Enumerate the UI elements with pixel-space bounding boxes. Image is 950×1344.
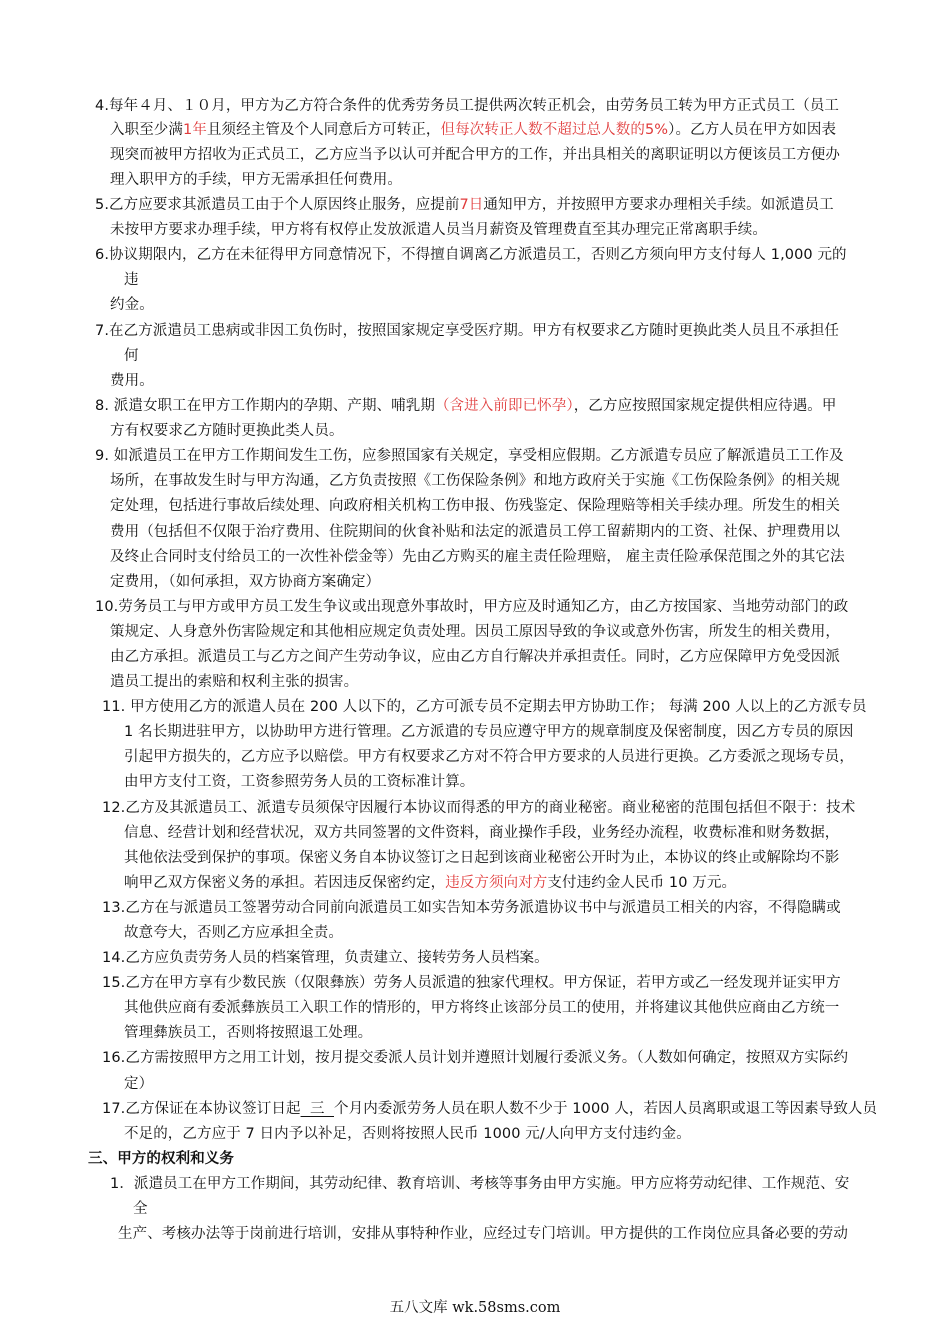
item-8-text: 8. 派遣女职工在甲方工作期内的孕期、产期、哺乳期 bbox=[95, 398, 435, 414]
section-3-heading: 三、甲方的权利和义务 bbox=[88, 1151, 234, 1167]
item-13-line-1: 13.乙方在与派遣员工签署劳动合同前向派遣员工如实告知本劳务派遣协议书中与派遣员工相关的内容，不得隐瞒或 bbox=[102, 900, 841, 916]
item-17-blank-months: 三 bbox=[300, 1101, 334, 1117]
item-11-line-1: 11. 甲方使用乙方的派遣人员在 200 人以下的，乙方可派专员不定期去甲方协助工作； 每满 200 人以上的乙方派专员 bbox=[102, 699, 867, 715]
item-12-line-2: 信息、经营计划和经营状况，双方共同签署的文件资料，商业操作手段，业务经办流程，收费标准和财务数据， bbox=[124, 825, 840, 841]
item-9-line-6: 定费用，（如何承担，双方协商方案确定） bbox=[110, 574, 381, 590]
section-3-line-3: 生产、考核办法等于岗前进行培训，安排从事特种作业，应经过专门培训。甲方提供的工作岗位应具备必要的劳动 bbox=[118, 1226, 848, 1242]
item-17-line-1 bbox=[102, 1098, 877, 1120]
item-13-line-2: 故意夸大，否则乙方应承担全责。 bbox=[124, 925, 343, 941]
item-5-text: 通知甲方，并按照甲方要求办理相关手续。如派遣员工 bbox=[483, 197, 834, 213]
item-5-text: 5.乙方应要求其派遣员工由于个人原因终止服务，应提前 bbox=[95, 197, 460, 213]
item-4-text: 入职至少满 bbox=[110, 122, 183, 138]
item-7-line-1: 7.在乙方派遣员工患病或非因工负伤时，按照国家规定享受医疗期。甲方有权要求乙方随时更换此类人员且不承担任 bbox=[95, 323, 840, 339]
item-9-line-5: 及终止合同时支付给员工的一次性补偿金等）先由乙方购买的雇主责任险理赔， 雇主责任险承保范围之外的其它法 bbox=[110, 549, 845, 565]
item-10-line-4: 遣员工提出的索赔和权利主张的损害。 bbox=[110, 674, 359, 690]
item-16-line-2: 定） bbox=[124, 1076, 154, 1092]
item-12-highlight: 违反方须向对方 bbox=[445, 875, 548, 891]
item-6-line-1: 6.协议期限内，乙方在未征得甲方同意情况下，不得擅自调离乙方派遣员工，否则乙方须向甲方支付每人 1,000 元的 bbox=[95, 247, 847, 263]
item-12-line-3: 其他依法受到保护的事项。保密义务自本协议签订之日起到该商业秘密公开时为止，本协议的终止或解除均不影 bbox=[124, 850, 840, 866]
item-5-highlight-days: 7日 bbox=[459, 197, 484, 213]
item-9-line-1: 9. 如派遣员工在甲方工作期间发生工伤，应参照国家有关规定，享受相应假期。乙方派遣专员应了解派遣员工工作及 bbox=[95, 448, 844, 464]
item-17-text: 17.乙方保证在本协议签订日起 bbox=[102, 1101, 301, 1117]
item-15-line-2: 其他供应商有委派彝族员工入职工作的情形的，甲方将终止该部分员工的使用，并将建议其他供应商由乙方统一 bbox=[124, 1000, 840, 1016]
item-9-line-2: 场所，在事故发生时与甲方沟通，乙方负责按照《工伤保险条例》和地方政府关于实施《工伤保险条例》的相关规 bbox=[110, 473, 840, 489]
item-17-text: 个月内委派劳务人员在职人数不少于 1000 人，若因人员离职或退工等因素导致人员 bbox=[334, 1101, 878, 1117]
item-7-line-2: 何 bbox=[124, 348, 139, 364]
item-10-line-1: 10.劳务员工与甲方或甲方员工发生争议或出现意外事故时，甲方应及时通知乙方，由乙方按国家、当地劳动部门的政 bbox=[95, 599, 849, 615]
item-15-line-3: 管理彝族员工，否则将按照退工处理。 bbox=[124, 1025, 373, 1041]
section-3-line-1: 1．派遣员工在甲方工作期间，其劳动纪律、教育培训、考核等事务由甲方实施。甲方应将劳动纪律、工作规范、安 bbox=[110, 1176, 850, 1192]
item-4-line-4: 理入职甲方的手续，甲方无需承担任何费用。 bbox=[110, 172, 402, 188]
item-4-highlight-years: 1年 bbox=[183, 122, 207, 138]
item-16-line-1: 16.乙方需按照甲方之用工计划，按月提交委派人员计划并遵照计划履行委派义务。（人数如何确定，按照双方实际约 bbox=[102, 1050, 849, 1066]
item-10-line-3: 由乙方承担。派遣员工与乙方之间产生劳动争议，应由乙方自行解决并承担责任。同时，乙方应保障甲方免受因派 bbox=[110, 649, 840, 665]
item-12-line-1: 12.乙方及其派遣员工、派遣专员须保守因履行本协议而得悉的甲方的商业秘密。商业秘密的范围包括但不限于：技术 bbox=[102, 800, 856, 816]
item-5-line-2: 未按甲方要求办理手续，甲方将有权停止发放派遣人员当月薪资及管理费直至其办理完正常离职手续。 bbox=[110, 222, 767, 238]
item-12-text: 响甲乙双方保密义务的承担。若因违反保密约定， bbox=[124, 875, 446, 891]
item-14-line-1: 14.乙方应负责劳务人员的档案管理，负责建立、接转劳务人员档案。 bbox=[102, 950, 549, 966]
item-4-text: ）。乙方人员在甲方如因表 bbox=[668, 122, 837, 138]
item-4-line-3: 现突而被甲方招收为正式员工，乙方应当予以认可并配合甲方的工作，并出具相关的离职证明以方便该员工方便办 bbox=[110, 147, 840, 163]
item-11-line-3: 引起甲方损失的，乙方应予以赔偿。甲方有权要求乙方对不符合甲方要求的人员进行更换。乙方委派之现场专员， bbox=[124, 749, 854, 765]
item-4-line-2 bbox=[110, 119, 836, 141]
footer-watermark: 五八文库 wk.58sms.com bbox=[389, 1300, 561, 1316]
item-17-line-2: 不足的，乙方应于 7 日内予以补足，否则将按照人民币 1000 元/人向甲方支付违约金。 bbox=[124, 1126, 691, 1142]
item-4-highlight-limit: 但每次转正人数不超过总人数的5% bbox=[440, 122, 669, 138]
item-8-line-1 bbox=[95, 395, 837, 417]
item-11-line-2: 1 名长期进驻甲方，以协助甲方进行管理。乙方派遣的专员应遵守甲方的规章制度及保密制度，因乙方专员的原因 bbox=[124, 724, 854, 740]
item-12-text: 支付违约金人民币 10 万元。 bbox=[547, 875, 737, 891]
item-7-line-3: 费用。 bbox=[110, 373, 154, 389]
item-8-highlight: （含进入前即已怀孕） bbox=[434, 398, 574, 414]
item-4-line-1: 4.每年４月、１０月，甲方为乙方符合条件的优秀劳务员工提供两次转正机会，由劳务员工转为甲方正式员工（员工 bbox=[95, 98, 840, 114]
item-6-line-3: 约金。 bbox=[110, 297, 154, 313]
item-8-text: ，乙方应按照国家规定提供相应待遇。甲 bbox=[573, 398, 837, 414]
item-9-line-4: 费用（包括但不仅限于治疗费用、住院期间的伙食补贴和法定的派遣员工停工留薪期内的工资、社保、护理费用以 bbox=[110, 524, 840, 540]
item-4-text: 且须经主管及个人同意后方可转正， bbox=[206, 122, 441, 138]
item-10-line-2: 策规定、人身意外伤害险规定和其他相应规定负责处理。因员工原因导致的争议或意外伤害，所发生的相关费用， bbox=[110, 624, 840, 640]
item-11-line-4: 由甲方支付工资，工资参照劳务人员的工资标准计算。 bbox=[124, 774, 475, 790]
item-9-line-3: 定处理，包括进行事故后续处理、向政府相关机构工伤申报、伤残鉴定、保险理赔等相关手续办理。所发生的相关 bbox=[110, 498, 840, 514]
item-6-line-2: 违 bbox=[124, 272, 139, 288]
item-12-line-4 bbox=[124, 872, 736, 894]
item-15-line-1: 15.乙方在甲方享有少数民族（仅限彝族）劳务人员派遣的独家代理权。甲方保证，若甲方或乙一经发现并证实甲方 bbox=[102, 975, 841, 991]
item-8-line-2: 方有权要求乙方随时更换此类人员。 bbox=[110, 423, 344, 439]
item-5-line-1 bbox=[95, 194, 834, 216]
section-3-line-2: 全 bbox=[133, 1201, 148, 1217]
